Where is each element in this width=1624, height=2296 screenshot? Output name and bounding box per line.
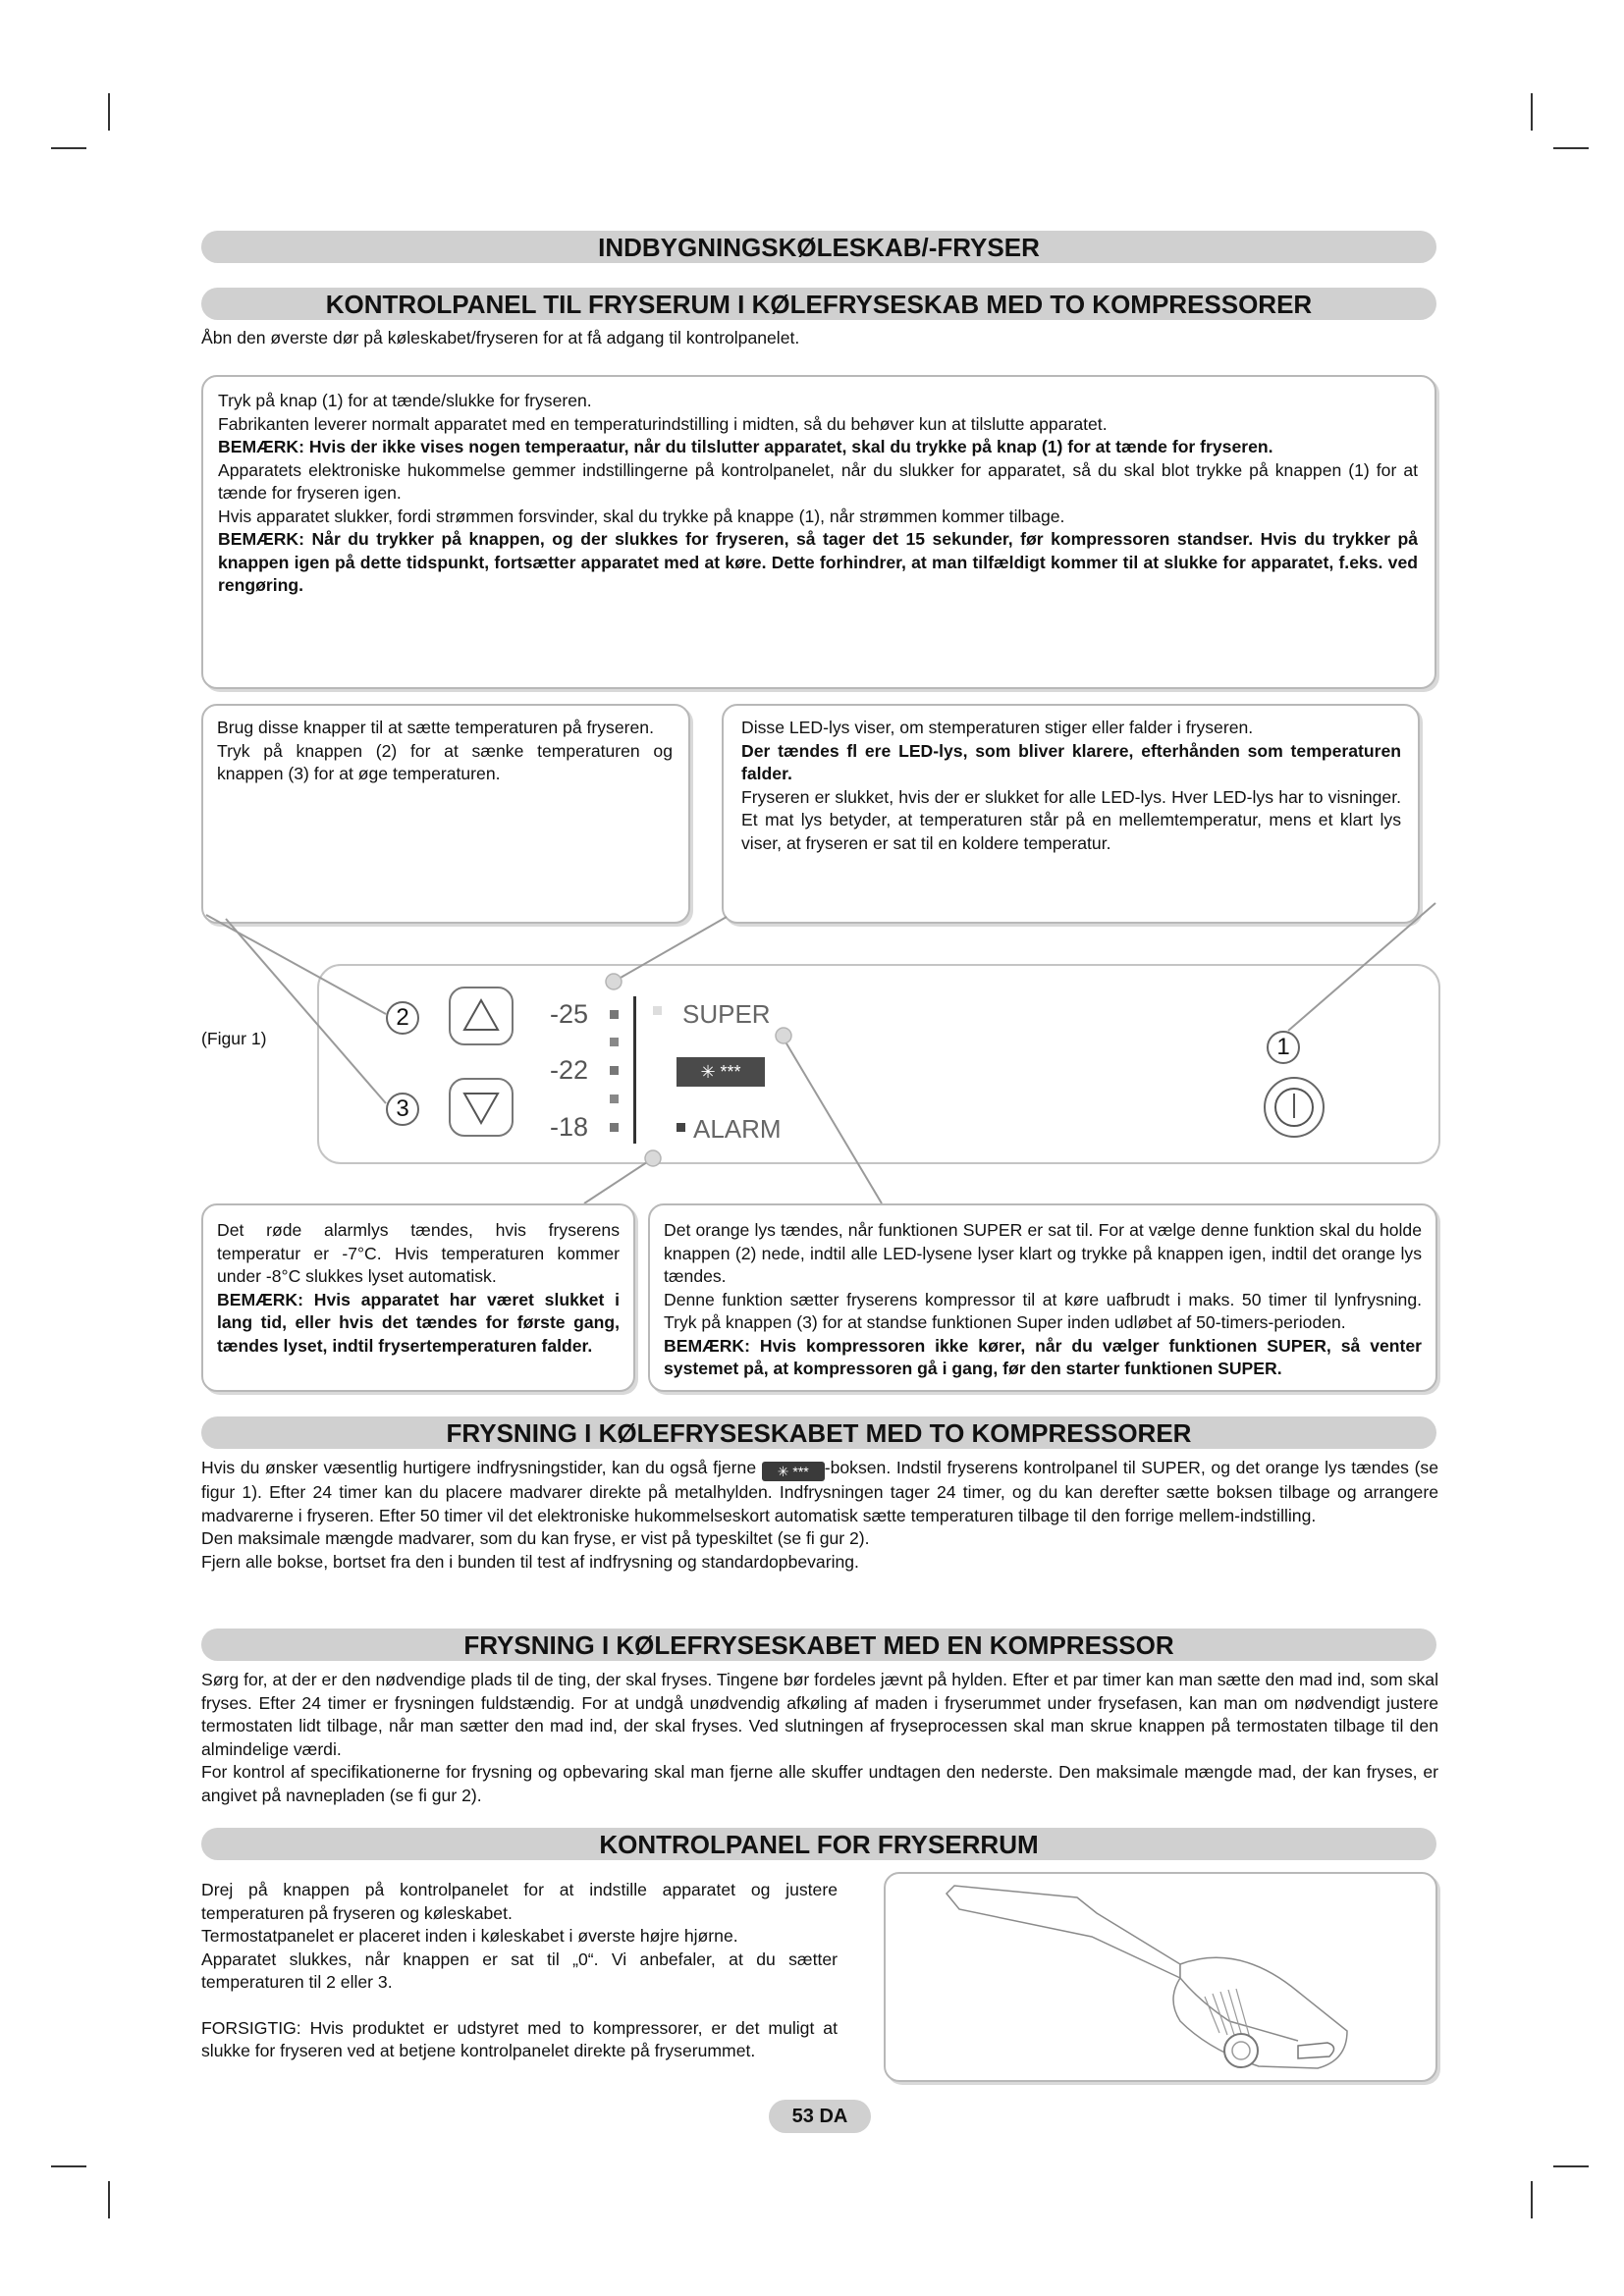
temp-down-button[interactable]: [449, 987, 514, 1045]
intro-text: Åbn den øverste dør på køleskabet/fryseren for at få adgang til kontrolpanelet.: [201, 328, 800, 347]
section4-p4: FORSIGTIG: Hvis produktet er udstyret med to kompressorer, er det muligt at slukke for fryseren ved at betjene kontrolpanelet direkte på fryserummet.: [201, 2017, 838, 2060]
section4-p2: Termostatpanelet er placeret inden i køleskabet i øverste højre hjørne.: [201, 1926, 738, 1946]
section2-text: [201, 1457, 1438, 1574]
page-title: INDBYGNINGSKØLESKAB/-FRYSER: [201, 231, 1436, 263]
paragraph: Hvis apparatet slukker, fordi strømmen forsvinder, skal du trykke på knappe (1), når strømmen kommer tilbage.: [218, 506, 1065, 526]
section2-p2: Den maksimale mængde madvarer, som du kan fryse, er vist på typeskiltet (se fi gur 2).: [201, 1528, 870, 1548]
paragraph: BEMÆRK: Hvis der ikke vises nogen temperaatur, når du tilslutter apparatet, skal du trykke på knap (1) for at tænde for fryseren.: [218, 437, 1273, 456]
temp-label-22: -22: [550, 1055, 589, 1085]
led-indicator: [610, 1066, 619, 1075]
paragraph: Tryk på knappen (2) for at sænke temperaturen og knappen (3) for at øge temperaturen.: [217, 740, 673, 783]
thermostat-figure: [884, 1872, 1437, 2082]
paragraph: Det orange lys tændes, når funktionen SUPER er sat til. For at vælge denne funktion skal du holde knappen (2) nede, indtil alle LED-lysene lyser klart og trykke på knappen igen, indtil det orange lys tændes.: [664, 1220, 1422, 1286]
callout-3: 3: [386, 1093, 419, 1126]
temp-label-18: -18: [550, 1112, 589, 1142]
paragraph: Fabrikanten leverer normalt apparatet med en temperaturindstilling i midten, så du behøver kun at tilslutte apparatet.: [218, 413, 1108, 434]
section2-p3: Fjern alle bokse, bortset fra den i bunden til test af indfrysning og standardopbevaring.: [201, 1551, 859, 1572]
section2-p1-end: -boksen. Indstil fryserens kontrolpanel til SUPER, og det orange lys tændes (se figur 1). Efter 24 timer kan du placere madvarer direkte på metalhylden. Indfrysningen tager 24 timer, og du kan derefter sætte boksen tilbage og arrangere madvarerne i fryseren. Efter 50 timer vil det elektroniske hukommelseskort automatisk sætte temperaturen tilbage til den forrige mellem-indstilling.: [201, 1458, 1439, 1525]
paragraph: Der tændes fl ere LED-lys, som bliver klarere, efterhånden som temperaturen falder.: [741, 740, 1401, 783]
info-box-super-text: [664, 1219, 1422, 1381]
info-box-alarm: [201, 1203, 635, 1392]
paragraph: Det røde alarmlys tændes, hvis fryserens temperatur er -7°C. Hvis temperaturen kommer under -8°C slukkes lyset automatisk.: [217, 1220, 620, 1286]
paragraph: Apparatets elektroniske hukommelse gemmer indstillingerne på kontrolpanelet, når du slukker for apparatet, så du skal blot trykke på knappen (1) for at tænde for fryseren igen.: [218, 459, 1418, 503]
paragraph: Denne funktion sætter fryserens kompressor til at køre uafbrudt i maks. 50 timer til lynfrysning. Tryk på knappen (3) for at standse funktionen Super inden udløbet af 50-timers-perioden.: [664, 1289, 1422, 1332]
fast-freeze-inline-icon: ✳ ***: [762, 1462, 825, 1481]
section3-text: [201, 1669, 1438, 1807]
figure-caption: (Figur 1): [201, 1029, 267, 1048]
led-indicator: [610, 1010, 619, 1019]
section3-p1: Sørg for, at der er den nødvendige plads til de ting, der skal fryses. Tingene bør fordeles jævnt på hylden. Efter et par timer kan man sætte den mad ind, som skal fryses. Efter 24 timer er frysningen fuldstændig. For at undgå unødvendig afkøling af maden i fryserummet under frysefasen, kan man om nødvendigt justere termostaten lidt tilbage, når man sætter den mad ind, der skal fryses. Ved slutningen af fryseprocessen skal man skrue knappen på termostaten tilbage til den almindelige værdi.: [201, 1670, 1438, 1759]
fast-freeze-icon: ✳ ***: [677, 1057, 765, 1087]
paragraph: Tryk på knap (1) for at tænde/slukke for fryseren.: [218, 391, 592, 410]
paragraph: BEMÆRK: Hvis kompressoren ikke kører, når du vælger funktionen SUPER, så venter systemet på, at kompressoren gå i gang, før den starter funktionen SUPER.: [664, 1335, 1422, 1378]
callout-1: 1: [1267, 1031, 1300, 1064]
power-button[interactable]: [1264, 1077, 1325, 1138]
alarm-label: ALARM: [693, 1114, 782, 1144]
divider: [633, 996, 636, 1144]
triangle-up-icon: [451, 988, 512, 1043]
paragraph: Fryseren er slukket, hvis der er slukket for alle LED-lys. Hver LED-lys har to visninger. Et mat lys betyder, at temperaturen står på en mellemtemperatur, mens et klart lys viser, at fryseren er sat til en koldere temperatur.: [741, 786, 1401, 853]
led-indicator: [610, 1123, 619, 1132]
led-indicator: [610, 1038, 619, 1046]
section4-p1: Drej på knappen på kontrolpanelet for at indstille apparatet og justere temperaturen på fryseren og køleskabet.: [201, 1880, 838, 1923]
alarm-led: [677, 1123, 685, 1132]
paragraph: BEMÆRK: Hvis apparatet har været slukket i lang tid, eller hvis det tændes for første gang, tændes lyset, indtil frysertemperaturen falder.: [217, 1289, 620, 1356]
thermostat-illustration: [886, 1874, 1435, 2080]
super-label: SUPER: [682, 999, 771, 1029]
section-title-two-compressors: FRYSNING I KØLEFRYSESKABET MED TO KOMPRESSORER: [201, 1416, 1436, 1449]
paragraph: Disse LED-lys viser, om stemperaturen stiger eller falder i fryseren.: [741, 718, 1254, 737]
section4-p3: Apparatet slukkes, når knappen er sat til „0“. Vi anbefaler, at du sætter temperaturen til 2 eller 3.: [201, 1949, 838, 1992]
section-title-freezer-panel: KONTROLPANEL FOR FRYSERRUM: [201, 1828, 1436, 1860]
temp-up-button[interactable]: [449, 1078, 514, 1137]
led-indicator: [610, 1095, 619, 1103]
paragraph: Brug disse knapper til at sætte temperaturen på fryseren.: [217, 718, 654, 737]
super-led: [653, 1006, 662, 1015]
info-box-super: [648, 1203, 1437, 1392]
section4-text: [201, 1879, 838, 2063]
paragraph: BEMÆRK: Når du trykker på knappen, og der slukkes for fryseren, så tager det 15 sekunder, før kompressoren standser. Hvis du trykker på knappen igen på dette tidspunkt, fortsætter apparatet med at køre. Dette forhindrer, at man tilfældigt kommer til at slukke for apparatet, f.eks. ved rengøring.: [218, 529, 1418, 595]
section-title-one-compressor: FRYSNING I KØLEFRYSESKABET MED EN KOMPRESSOR: [201, 1629, 1436, 1661]
info-box-alarm-text: [217, 1219, 620, 1358]
section-title-control-panel: KONTROLPANEL TIL FRYSERUM I KØLEFRYSESKAB MED TO KOMPRESSORER: [201, 288, 1436, 320]
callout-2: 2: [386, 1001, 419, 1035]
temp-label-25: -25: [550, 999, 589, 1029]
page-number: 53 DA: [769, 2100, 871, 2133]
triangle-down-icon: [451, 1080, 512, 1135]
section3-p2: For kontrol af specifikationerne for frysning og opbevaring skal man fjerne alle skuffer undtagen den nederste. Den maksimale mængde mad, der kan fryses, er angivet på navnepladen (se fi gur 2).: [201, 1762, 1438, 1805]
section2-p1-start: Hvis du ønsker væsentlig hurtigere indfrysningstider, kan du også fjerne: [201, 1458, 757, 1477]
power-icon: [1266, 1079, 1323, 1136]
